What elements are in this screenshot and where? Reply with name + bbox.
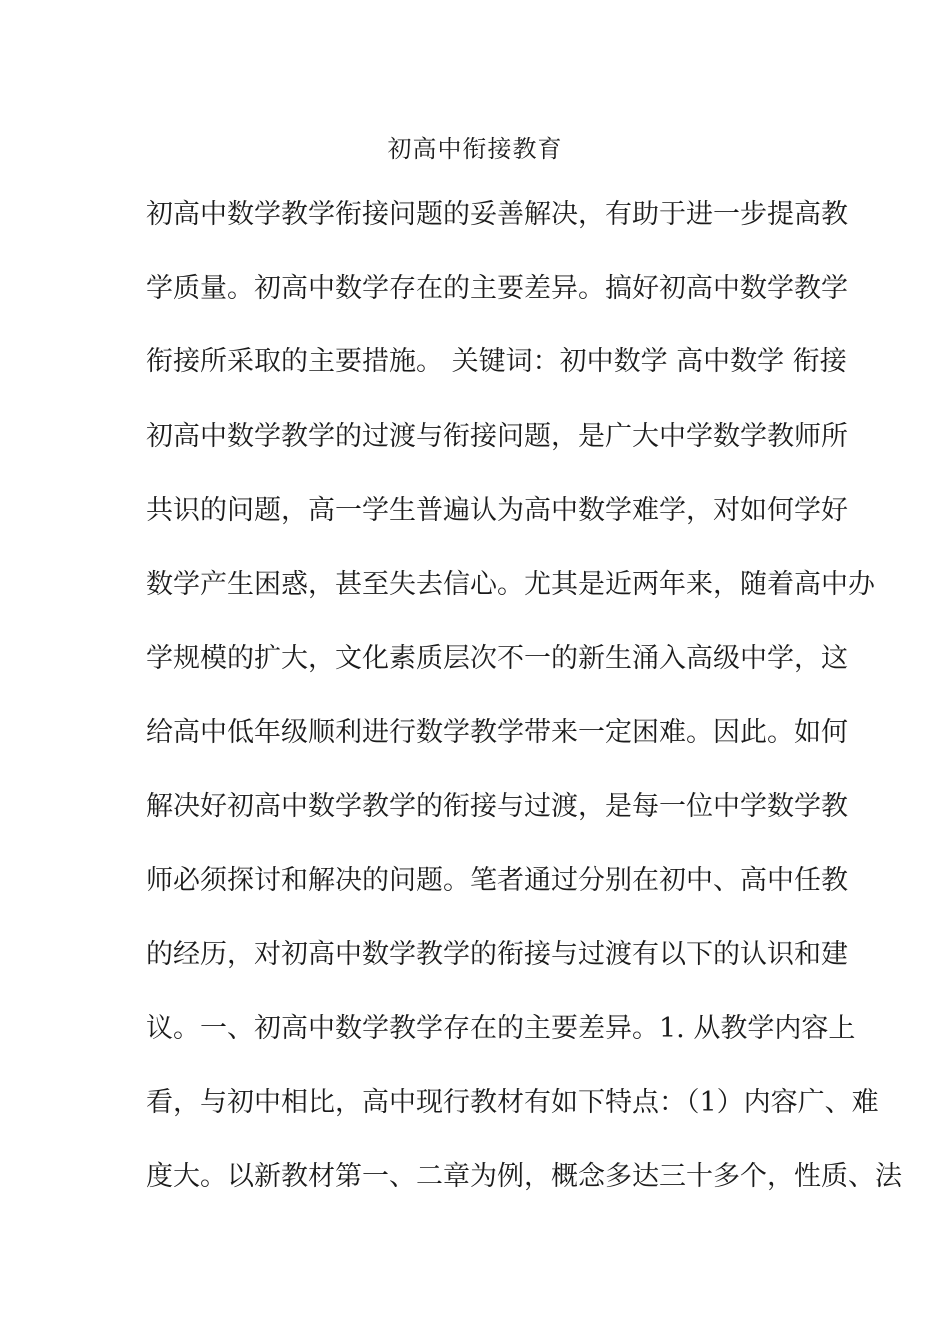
paragraph-line: 议。一、初高中数学教学存在的主要差异。1. 从教学内容上 (146, 1013, 856, 1044)
paragraph-line: 共识的问题，高一学生普遍认为高中数学难学，对如何学好 (146, 495, 848, 526)
document-title: 初高中衔接教育 (387, 135, 563, 163)
paragraph-line: 度大。以新教材第一、二章为例，概念多达三十多个，性质、法 (146, 1161, 902, 1192)
paragraph-line: 衔接所采取的主要措施。 关键词：初中数学 高中数学 衔接 (146, 346, 847, 377)
paragraph-line: 学规模的扩大，文化素质层次不一的新生涌入高级中学，这 (146, 643, 848, 674)
paragraph-line: 的经历，对初高中数学教学的衔接与过渡有以下的认识和建 (146, 939, 848, 970)
paragraph-line: 初高中数学教学衔接问题的妥善解决，有助于进一步提高教 (146, 199, 848, 230)
paragraph-line: 看，与初中相比，高中现行教材有如下特点：（1）内容广、难 (146, 1087, 879, 1118)
paragraph-line: 师必须探讨和解决的问题。笔者通过分别在初中、高中任教 (146, 865, 848, 896)
paragraph-line: 数学产生困惑，甚至失去信心。尤其是近两年来，随着高中办 (146, 569, 875, 600)
paragraph-line: 初高中数学教学的过渡与衔接问题，是广大中学数学教师所 (146, 421, 848, 452)
paragraph-line: 给高中低年级顺利进行数学教学带来一定困难。因此。如何 (146, 717, 848, 748)
paragraph-line: 解决好初高中数学教学的衔接与过渡，是每一位中学数学教 (146, 791, 848, 822)
paragraph-line: 学质量。初高中数学存在的主要差异。搞好初高中数学教学 (146, 273, 848, 304)
